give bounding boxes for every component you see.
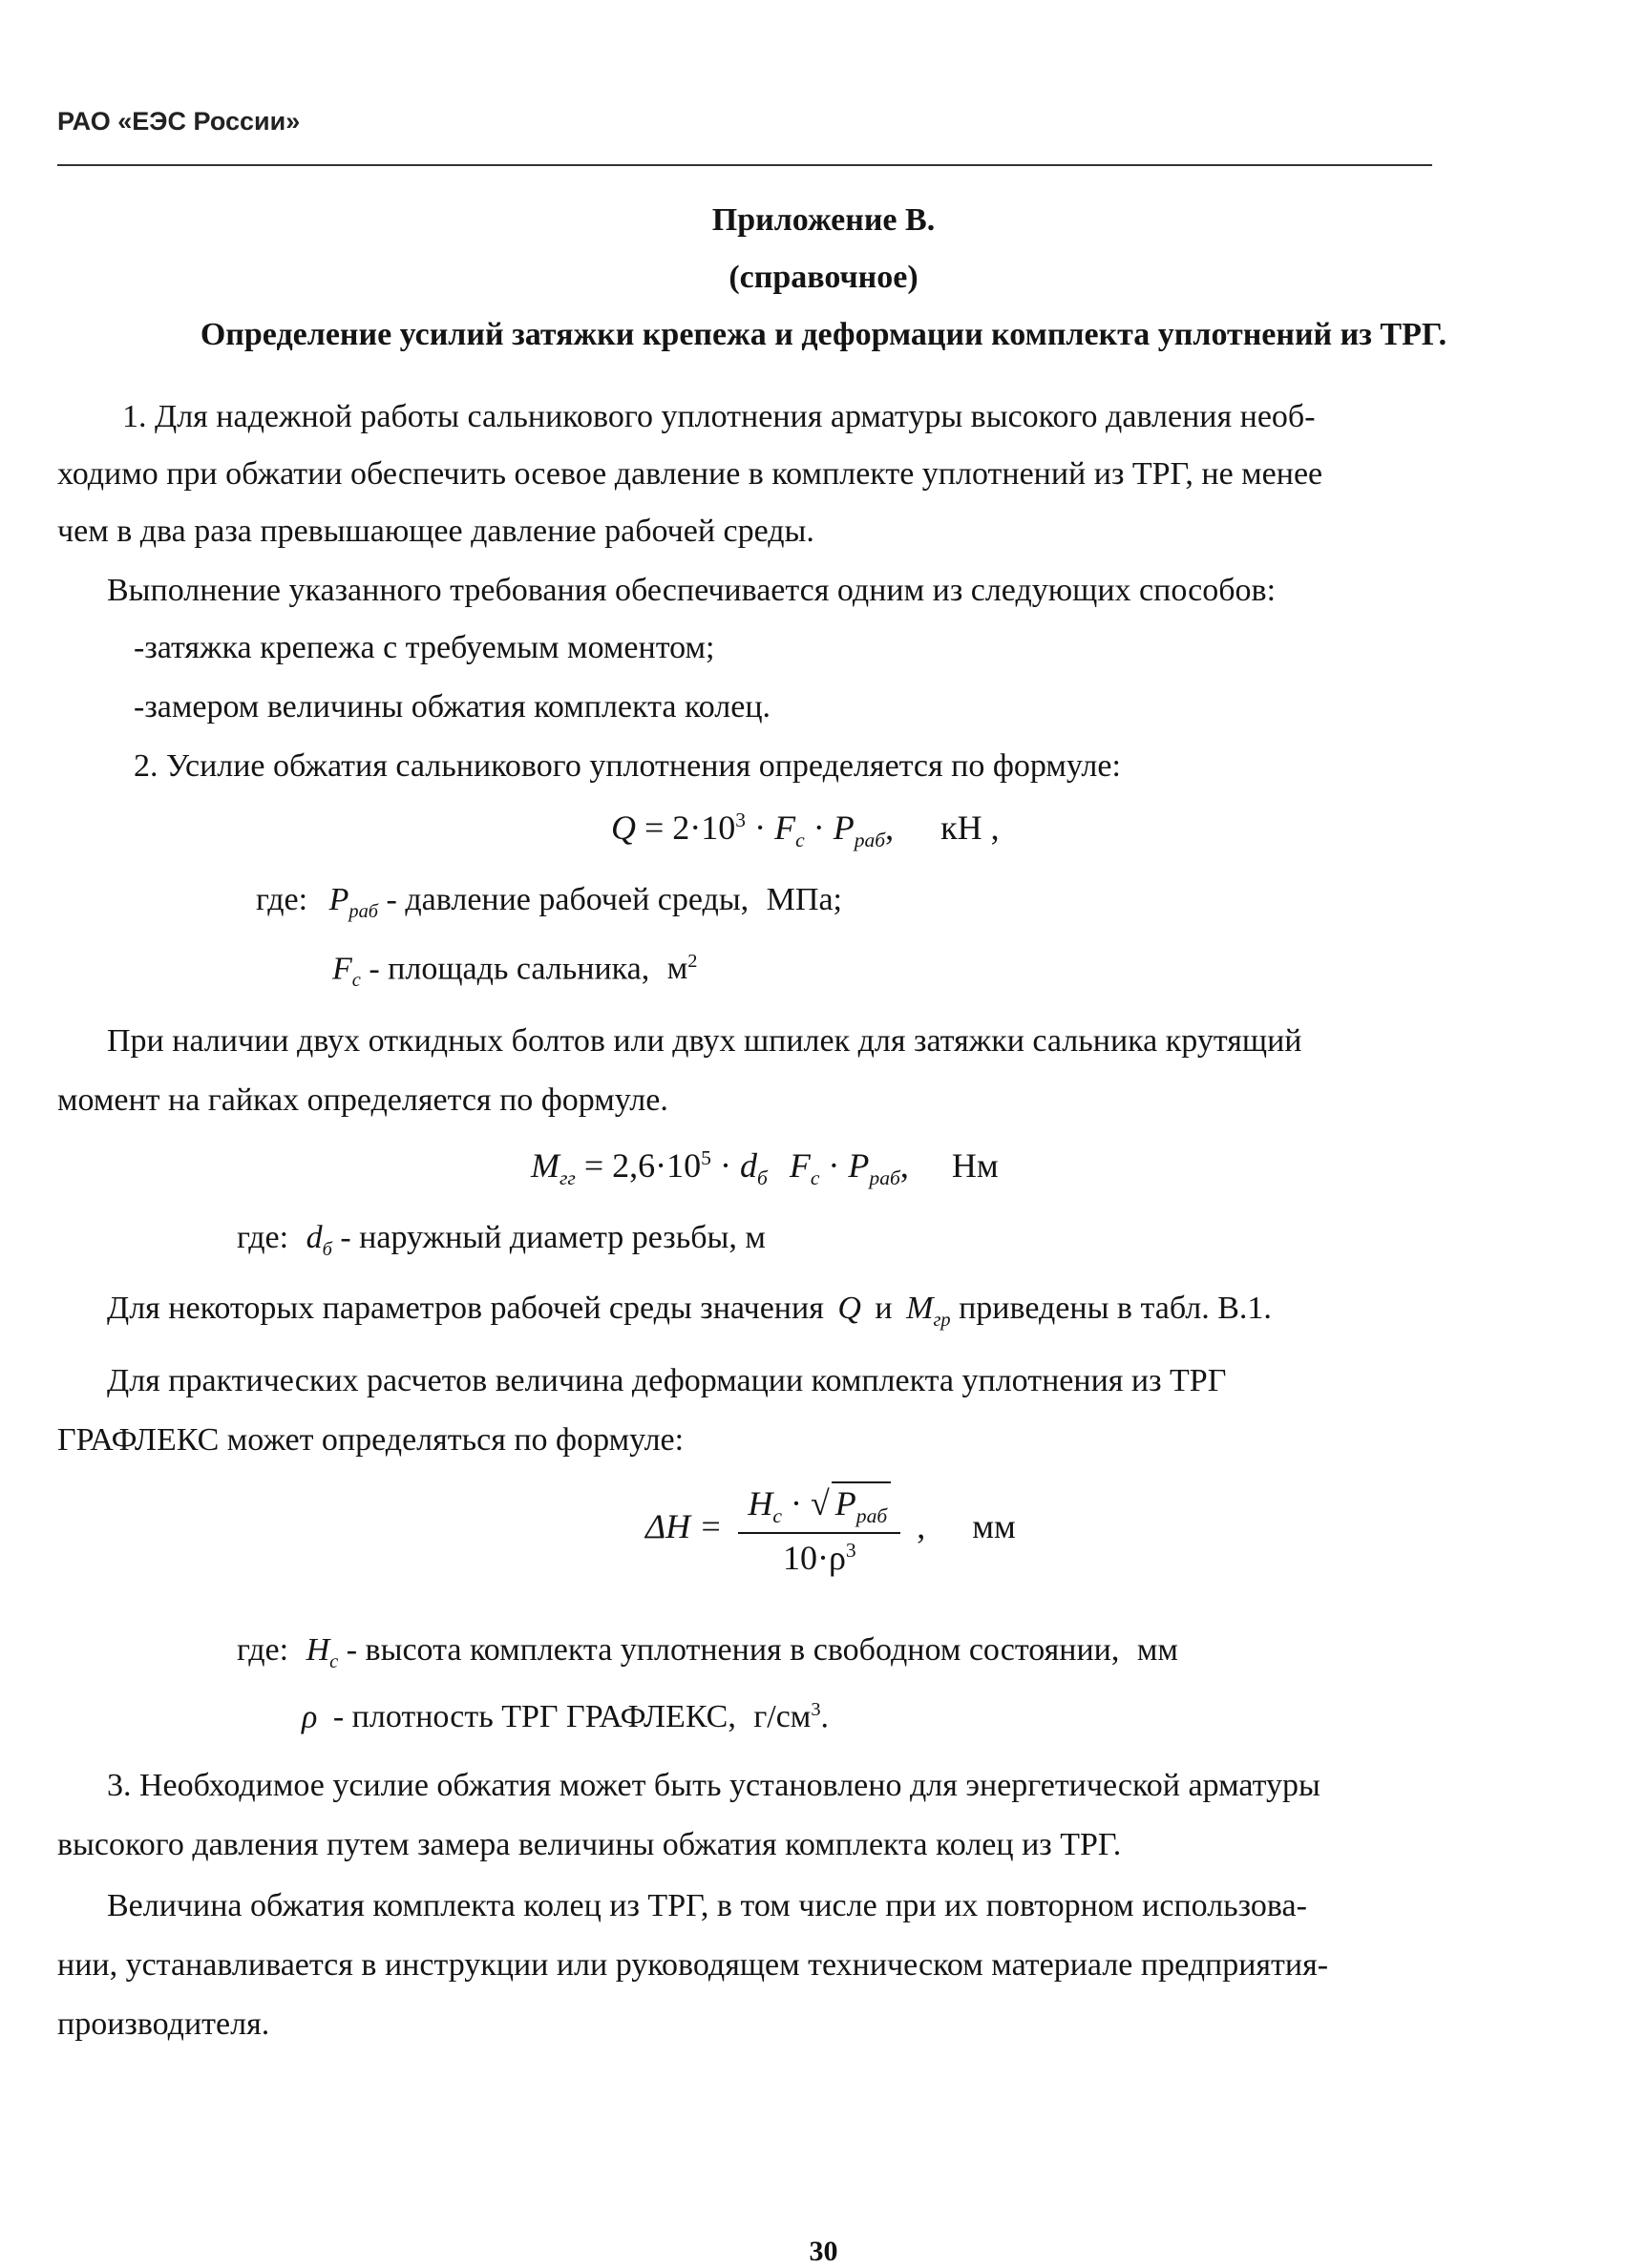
paragraph-2: Выполнение указанного требования обеспечивается одним из следующих способов:: [107, 573, 1277, 608]
formula-torque: $M_{гг} = 2,6\cdot 10^5 \cdot d_б$ $F_c \cdot P_{раб}$, Нм: [531, 1146, 999, 1190]
paragraph-7-line-2: высокого давления путем замера величины обжатия комплекта колец из ТРГ.: [57, 1827, 1122, 1862]
formula-torque-p-sub: раб: [869, 1166, 900, 1190]
formula-deformation-denominator: [738, 1534, 900, 1578]
formula-deformation-den-exp: 3: [845, 1539, 856, 1563]
where-area-symbol-sub: c: [351, 970, 361, 992]
paragraph-1-line-3: чем в два раза превышающее давление рабочей среды.: [57, 514, 814, 549]
where-height-symbol: H: [306, 1632, 330, 1668]
method-item-2: -замером величины обжатия комплекта колец.: [134, 689, 771, 724]
formula-torque-f: F: [789, 1146, 811, 1185]
paragraph-5-m: M: [906, 1291, 934, 1326]
paragraph-7-line-1: 3. Необходимое усилие обжатия может быть установлено для энергетической арматуры: [107, 1768, 1320, 1803]
formula-deformation-h: H: [748, 1484, 773, 1522]
paragraph-8-line-3: производителя.: [57, 2006, 270, 2042]
paragraph-5-and: и: [875, 1291, 893, 1326]
formula-deformation-unit: мм: [972, 1506, 1016, 1545]
paragraph-5-pre: Для некоторых параметров рабочей среды значения: [107, 1291, 824, 1326]
paragraph-5-q: Q: [837, 1291, 861, 1326]
where-density: [302, 1699, 829, 1735]
page-number: 30: [809, 2236, 838, 2267]
paragraph-5-m-sub: гр: [933, 1309, 951, 1331]
paragraph-3: 2. Усилие обжатия сальникового уплотнения определяется по формуле:: [134, 748, 1121, 784]
where-diameter-symbol-sub: б: [322, 1238, 332, 1260]
where-height-desc: - высота комплекта уплотнения в свободном состоянии,: [346, 1632, 1120, 1668]
formula-deformation-den: 10·ρ: [782, 1539, 846, 1578]
formula-deformation-dot: ·: [791, 1484, 803, 1522]
paragraph-4-line-2: момент на гайках определяется по формуле.: [57, 1082, 668, 1118]
where-height-unit: мм: [1136, 1632, 1178, 1668]
where-area: [332, 951, 697, 992]
formula-torque-p: P: [848, 1146, 870, 1185]
paragraph-8-line-1: Величина обжатия комплекта колец из ТРГ, в том числе при их повторном использова-: [107, 1888, 1307, 1923]
header-divider: [57, 164, 1432, 166]
paragraph-1-line-2: ходимо при обжатии обеспечить осевое давление в комплекте уплотнений из ТРГ, не менее: [57, 456, 1323, 492]
where-diameter-desc: - наружный диаметр резьбы, м: [340, 1220, 766, 1255]
formula-torque-m-sub: гг: [560, 1166, 576, 1190]
paragraph-1-line-1: 1. Для надежной работы сальникового уплотнения арматуры высокого давления необ-: [122, 399, 1316, 434]
formula-deformation-p-sub: раб: [855, 1504, 888, 1528]
where-diameter-lead: где:: [237, 1220, 289, 1255]
formula-torque-d: d: [739, 1146, 757, 1185]
where-density-end: .: [820, 1699, 830, 1735]
formula-torque-unit: Нм: [951, 1146, 999, 1185]
paragraph-6-line-1: Для практических расчетов величина деформации комплекта уплотнения из ТРГ: [107, 1363, 1227, 1398]
paragraph-4-line-1: При наличии двух откидных болтов или двух шпилек для затяжки сальника крутящий: [107, 1023, 1302, 1059]
header-organization: РАО «ЕЭС России»: [57, 107, 301, 136]
formula-torque-f-sub: c: [810, 1166, 820, 1190]
formula-force-p-sub: раб: [854, 829, 886, 852]
where-area-unit: м: [666, 951, 688, 987]
method-item-1: -затяжка крепежа с требуемым моментом;: [134, 630, 715, 665]
where-area-desc: - площадь сальника,: [369, 951, 650, 987]
where-pressure: [256, 882, 842, 923]
paragraph-8-line-2: нии, устанавливается в инструкции или руководящем техническом материале предприятия-: [57, 1947, 1329, 1983]
where-area-symbol: F: [332, 951, 352, 987]
formula-torque-d-sub: б: [756, 1166, 768, 1190]
where-pressure-lead: где:: [256, 882, 308, 917]
where-area-unit-exp: 2: [687, 951, 698, 972]
formula-force-lhs: Q: [611, 808, 636, 847]
where-pressure-unit: МПа;: [766, 882, 842, 917]
formula-deformation-comma: ,: [917, 1506, 926, 1545]
formula-torque-exp: 5: [701, 1146, 711, 1169]
formula-force-p: P: [833, 808, 855, 847]
formula-force-coef: = 2·10: [636, 808, 736, 847]
where-density-symbol: ρ: [302, 1699, 318, 1735]
paragraph-5-post: приведены в табл. В.1.: [959, 1291, 1272, 1326]
paragraph-5: [107, 1291, 1272, 1332]
where-height: [237, 1632, 1178, 1673]
where-height-lead: где:: [237, 1632, 289, 1668]
where-diameter: [237, 1220, 766, 1261]
where-density-unit-exp: 3: [811, 1699, 821, 1720]
where-height-symbol-sub: c: [329, 1650, 339, 1672]
formula-force-exp: 3: [735, 808, 747, 831]
paragraph-6-line-2: ГРАФЛЕКС может определяться по формуле:: [57, 1422, 685, 1458]
formula-deformation-h-sub: c: [772, 1504, 783, 1528]
where-pressure-symbol: P: [328, 882, 349, 917]
formula-force-unit: кН ,: [940, 808, 1000, 847]
formula-force-f-sub: c: [795, 829, 805, 852]
where-density-unit: г/см: [753, 1699, 812, 1735]
appendix-title: Приложение В.: [711, 202, 936, 238]
where-density-desc: - плотность ТРГ ГРАФЛЕКС,: [332, 1699, 736, 1735]
formula-deformation-fraction: [738, 1481, 900, 1578]
formula-deformation: [645, 1481, 1016, 1578]
formula-deformation-radicand: [832, 1481, 891, 1528]
sqrt-sign-icon: √: [811, 1484, 830, 1522]
appendix-subject: Определение усилий затяжки крепежа и деформации комплекта уплотнений из ТРГ.: [200, 317, 1447, 352]
formula-force-f: F: [774, 808, 796, 847]
where-pressure-symbol-sub: раб: [348, 900, 379, 922]
appendix-kind: (справочное): [728, 260, 919, 295]
formula-deformation-numerator: [738, 1481, 900, 1534]
formula-torque-coef: = 2,6·10: [575, 1146, 702, 1185]
formula-force: $Q = 2\cdot 10^3 \cdot F_c \cdot P_{раб}$, кН ,: [611, 808, 1000, 852]
formula-deformation-lhs: ΔH =: [645, 1506, 723, 1545]
where-pressure-desc: - давление рабочей среды,: [386, 882, 750, 917]
formula-torque-m: M: [531, 1146, 560, 1185]
where-diameter-symbol: d: [306, 1220, 323, 1255]
formula-deformation-p: P: [834, 1484, 856, 1522]
